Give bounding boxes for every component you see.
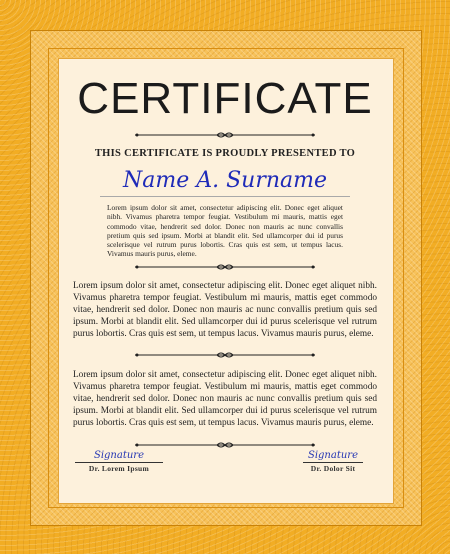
ornament-divider — [135, 440, 315, 450]
certificate-title: CERTIFICATE — [77, 74, 373, 123]
ornament-divider — [135, 350, 315, 360]
signature-left — [74, 450, 164, 473]
intro-paragraph: Lorem ipsum dolor sit amet, consectetur adipiscing elit. Donec eget aliquet nibh. Vivamus pharetra tempor feugiat. Vestibulum mi mauris, mattis eget commodo vitae, hendrerit sed dolor. Donec non mauris ac nunc convallis pretium quis sed ipsum. Morbi at blandit elit. Sed ullamcorper dui id purus scelerisque vel rutrum purus lobortis. Cras quis est sem, ut tempus lacus. Vivamus mauris purus, eleme. — [107, 203, 343, 259]
signature-right-script: Signature — [307, 450, 358, 461]
body-paragraph-2: Lorem ipsum dolor sit amet, consectetur adipiscing elit. Donec eget aliquet nibh. Vivamus pharetra tempor feugiat. Vestibulum mi mauris, mattis eget commodo vitae, hendrerit sed dolor. Donec non mauris ac nunc convallis pretium quis sed ipsum. Morbi at blandit elit. Sed ullamcorper dui id purus scelerisque vel rutrum purus lobortis. Cras quis est sem, ut tempus lacus. Vivamus mauris purus, eleme. — [73, 370, 377, 429]
signature-line — [75, 462, 163, 463]
signature-right — [288, 450, 378, 473]
signature-line — [303, 462, 363, 463]
name-underline — [100, 196, 350, 197]
signature-left-script: Signature — [93, 450, 144, 461]
ornament-divider — [135, 130, 315, 140]
presented-to-line: THIS CERTIFICATE IS PROUDLY PRESENTED TO — [94, 148, 356, 159]
body-paragraph-1: Lorem ipsum dolor sit amet, consectetur adipiscing elit. Donec eget aliquet nibh. Vivamus pharetra tempor feugiat. Vestibulum mi mauris, mattis eget commodo vitae, hendrerit sed dolor. Donec non mauris ac nunc convallis pretium quis sed ipsum. Morbi at blandit elit. Sed ullamcorper dui id purus scelerisque vel rutrum purus lobortis. Cras quis est sem, ut tempus lacus. Vivamus mauris purus, eleme. — [73, 281, 377, 340]
recipient-name: Name A. Surname — [122, 168, 328, 193]
ornament-divider — [135, 262, 315, 272]
signature-left-name: Dr. Lorem Ipsum — [88, 464, 150, 473]
signature-right-name: Dr. Dolor Sit — [310, 464, 356, 473]
